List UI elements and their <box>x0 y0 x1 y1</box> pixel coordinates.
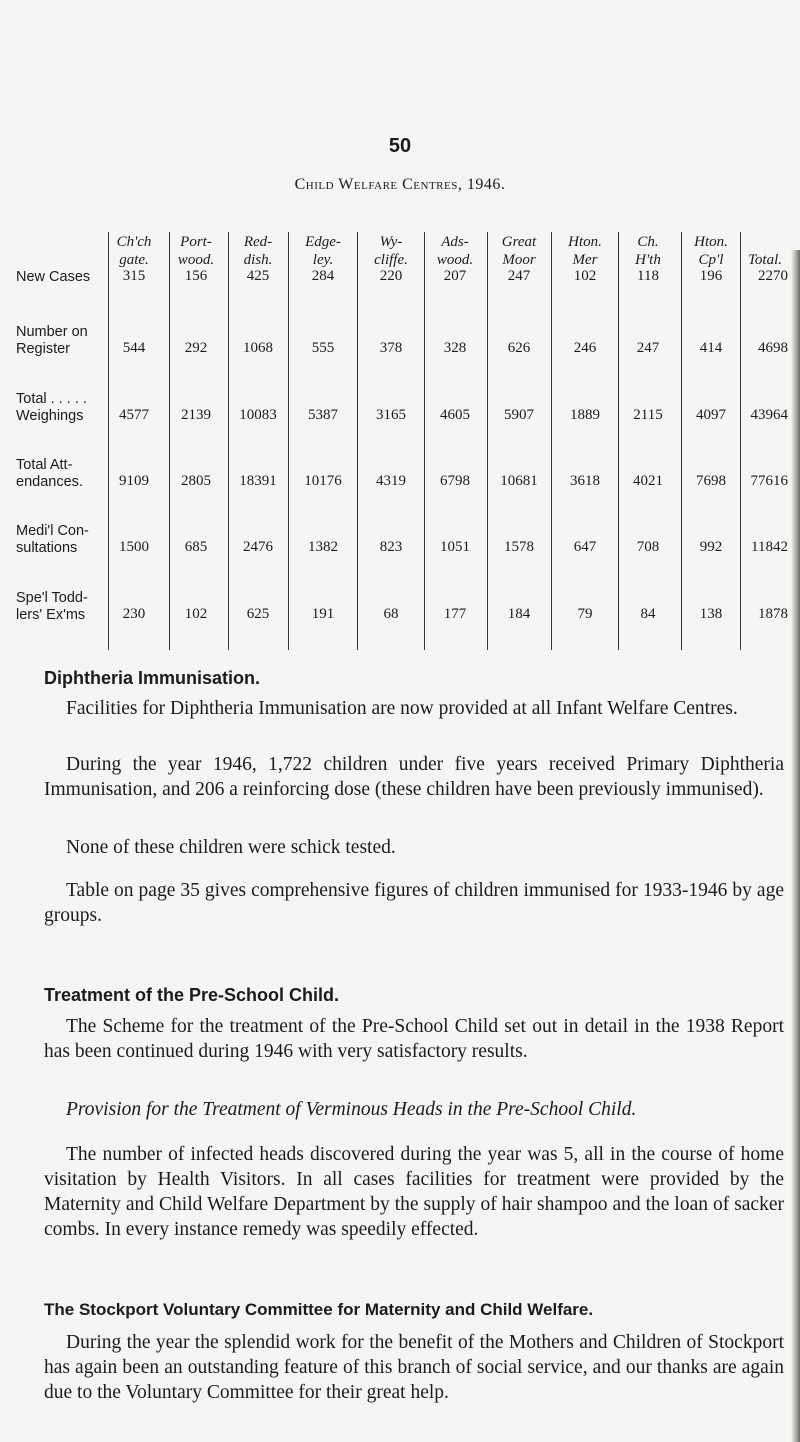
preschool-para-1: The Scheme for the treatment of the Pre-School Child set out in detail in the 1938 Report has been continued during 1946 with very satisfactory results. <box>44 1016 784 1062</box>
table-column-rule <box>357 232 358 650</box>
table-cell: 9109 <box>119 473 149 489</box>
table-cell: 7698 <box>696 473 726 489</box>
column-header-line: Total. <box>747 252 783 268</box>
table-column-header <box>226 233 290 269</box>
column-header-line: Port- <box>180 234 212 250</box>
table-cell: 3165 <box>376 407 406 423</box>
table-cell: 284 <box>311 268 335 284</box>
diphtheria-para-1: Facilities for Diphtheria Immunisation are now provided at all Infant Welfare Centres. <box>66 698 738 719</box>
table-cell: 1382 <box>308 539 338 555</box>
table-column-header <box>291 233 355 269</box>
table-cell: 2270 <box>758 268 788 284</box>
table-cell: 1878 <box>758 606 788 622</box>
column-header-line: dish. <box>243 252 273 268</box>
table-row-label <box>16 590 88 624</box>
table-row-label <box>16 269 90 286</box>
column-header-line: Moor <box>502 252 536 268</box>
table-cell: 230 <box>122 606 146 622</box>
table-cell: 68 <box>383 606 399 622</box>
table-column-rule <box>108 232 109 650</box>
committee-para-1: During the year the splendid work for the benefit of the Mothers and Children of Stockport has again been an outstanding feature of this branch of social service, and our thanks are again due to the Voluntary Committee for their great help. <box>44 1332 784 1403</box>
table-column-rule <box>169 232 170 650</box>
table-cell: 4097 <box>696 407 726 423</box>
column-header-line: gate. <box>119 252 149 268</box>
table-row-label <box>16 324 88 358</box>
table-column-rule <box>228 232 229 650</box>
table-cell: 18391 <box>239 473 277 489</box>
table-cell: 84 <box>640 606 656 622</box>
table-cell: 544 <box>122 340 146 356</box>
table-cell: 1068 <box>243 340 273 356</box>
diphtheria-heading: Diphtheria Immunisation. <box>44 668 261 688</box>
table-column-rule <box>424 232 425 650</box>
table-cell: 43964 <box>750 407 788 423</box>
table-column-header <box>733 251 797 269</box>
table-cell: 79 <box>577 606 593 622</box>
column-header-line: Ch. <box>637 234 659 250</box>
row-label-line: endances. <box>16 474 83 490</box>
row-label-line: Total Att- <box>16 457 73 473</box>
table-cell: 2476 <box>243 539 273 555</box>
table-column-header <box>164 233 228 269</box>
column-header-line: Wy- <box>379 234 403 250</box>
table-cell: 102 <box>573 268 597 284</box>
table-cell: 4605 <box>440 407 470 423</box>
table-cell: 685 <box>184 539 208 555</box>
table-cell: 425 <box>246 268 270 284</box>
table-cell: 247 <box>507 268 531 284</box>
row-label-line: Weighings <box>16 408 84 424</box>
table-cell: 414 <box>699 340 723 356</box>
preschool-heading: Treatment of the Pre-School Child. <box>44 985 340 1005</box>
table-cell: 1578 <box>504 539 534 555</box>
table-cell: 292 <box>184 340 208 356</box>
page-number: 50 <box>388 135 412 157</box>
table-cell: 2115 <box>633 407 663 423</box>
table-column-rule <box>681 232 682 650</box>
table-cell: 315 <box>122 268 146 284</box>
table-cell: 328 <box>443 340 467 356</box>
table-cell: 625 <box>246 606 270 622</box>
table-cell: 4319 <box>376 473 406 489</box>
table-cell: 4698 <box>758 340 788 356</box>
table-cell: 10083 <box>239 407 277 423</box>
row-label-line: Number on <box>16 324 88 340</box>
table-cell: 191 <box>311 606 335 622</box>
table-cell: 207 <box>443 268 467 284</box>
table-cell: 177 <box>443 606 467 622</box>
table-cell: 77616 <box>750 473 788 489</box>
table-column-header <box>553 233 617 269</box>
table-cell: 2805 <box>181 473 211 489</box>
table-cell: 3618 <box>570 473 600 489</box>
table-cell: 2139 <box>181 407 211 423</box>
table-cell: 156 <box>184 268 208 284</box>
table-row-label <box>16 457 83 491</box>
table-cell: 10681 <box>500 473 538 489</box>
row-label-line: Medi'l Con- <box>16 523 89 539</box>
column-header-line: wood. <box>436 252 474 268</box>
table-cell: 647 <box>573 539 597 555</box>
table-cell: 708 <box>636 539 660 555</box>
table-cell: 138 <box>699 606 723 622</box>
column-header-line: Hton. <box>694 234 728 250</box>
table-column-header <box>487 233 551 269</box>
table-cell: 11842 <box>751 539 788 555</box>
diphtheria-para-4: Table on page 35 gives comprehensive figures of children immunised for 1933-1946 by age groups. <box>44 880 784 926</box>
column-header-line: H'th <box>635 252 661 268</box>
table-row-label <box>16 523 89 557</box>
table-column-rule <box>618 232 619 650</box>
table-cell: 1051 <box>440 539 470 555</box>
table-column-header <box>102 233 166 269</box>
table-cell: 1889 <box>570 407 600 423</box>
table-cell: 4577 <box>119 407 149 423</box>
column-header-line: Ch'ch <box>116 234 152 250</box>
row-label-line: New Cases <box>16 269 91 285</box>
table-cell: 184 <box>507 606 531 622</box>
table-cell: 378 <box>379 340 403 356</box>
row-label-line: Total . . . . . <box>16 391 87 407</box>
table-column-rule <box>487 232 488 650</box>
column-header-line: Hton. <box>568 234 602 250</box>
row-label-line: Spe'l Todd- <box>16 590 88 606</box>
table-column-rule <box>740 232 741 650</box>
row-label-line: lers' Ex'ms <box>16 607 86 623</box>
table-cell: 992 <box>699 539 723 555</box>
committee-heading: The Stockport Voluntary Committee for Maternity and Child Welfare. <box>44 1300 594 1319</box>
table-column-header <box>423 233 487 269</box>
table-cell: 102 <box>184 606 208 622</box>
table-column-rule <box>551 232 552 650</box>
column-header-line: cliffe. <box>374 252 408 268</box>
table-cell: 6798 <box>440 473 470 489</box>
preschool-para-2: The number of infected heads discovered during the year was 5, all in the course of home visitation by Health Visitors. In all cases facilities for treatment were provided by the Maternity and Child Welfare Department by the supply of hair shampoo and the loan of sacker combs. In every instance remedy was speedily effected. <box>44 1144 784 1240</box>
column-header-line: Cp'l <box>698 252 724 268</box>
table-column-rule <box>288 232 289 650</box>
preschool-subheading: Provision for the Treatment of Verminous Heads in the Pre-School Child. <box>66 1099 637 1120</box>
welfare-centres-table <box>0 0 800 660</box>
table-cell: 118 <box>637 268 659 284</box>
column-header-line: Red- <box>243 234 273 250</box>
column-header-line: Ads- <box>441 234 469 250</box>
table-column-header <box>616 233 680 269</box>
table-cell: 1500 <box>119 539 149 555</box>
table-cell: 823 <box>379 539 403 555</box>
column-header-line: Great <box>501 234 537 250</box>
diphtheria-para-3: None of these children were schick tested. <box>66 837 396 858</box>
row-label-line: Register <box>16 341 70 357</box>
diphtheria-para-2: During the year 1946, 1,722 children under five years received Primary Diphtheria Immunisation, and 206 a reinforcing dose (these children have been previously immunised). <box>44 754 784 800</box>
column-header-line: Edge- <box>305 234 341 250</box>
table-cell: 196 <box>699 268 723 284</box>
table-cell: 4021 <box>633 473 663 489</box>
table-cell: 10176 <box>304 473 342 489</box>
table-cell: 555 <box>311 340 335 356</box>
table-cell: 5907 <box>504 407 534 423</box>
page-edge-shadow <box>791 250 800 1442</box>
table-row-label <box>16 391 87 425</box>
row-label-line: sultations <box>16 540 78 556</box>
table-cell: 5387 <box>308 407 338 423</box>
column-header-line: ley. <box>312 252 334 268</box>
table-cell: 626 <box>507 340 531 356</box>
table-column-header <box>359 233 423 269</box>
table-cell: 246 <box>573 340 597 356</box>
column-header-line: wood. <box>177 252 215 268</box>
table-title: Child Welfare Centres, 1946. <box>294 176 506 193</box>
table-cell: 220 <box>379 268 403 284</box>
table-cell: 247 <box>636 340 660 356</box>
column-header-line: Mer <box>572 252 598 268</box>
